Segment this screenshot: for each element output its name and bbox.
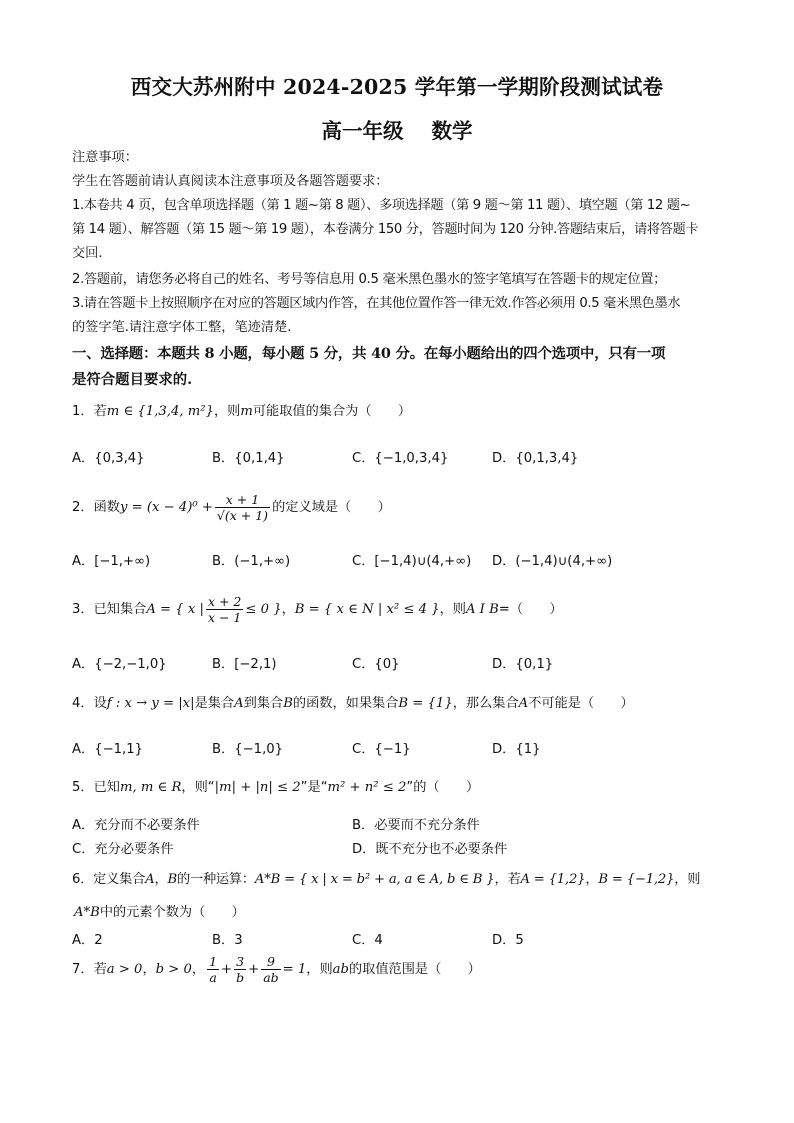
q3-math: ≤ 0 } <box>245 602 282 617</box>
q4-text: ，那么集合 <box>452 696 519 711</box>
q4-text: 到集合 <box>243 696 284 711</box>
q4-math: f : x → y = |x| <box>106 696 195 711</box>
q3-option-c: C．{0} <box>352 657 400 672</box>
q4-option-a: A．{−1,1} <box>72 742 144 757</box>
q6-text: ， <box>585 872 599 887</box>
q3-math: A = { x | <box>146 602 204 617</box>
q3-option-a: A．{−2,−1,0} <box>72 657 167 672</box>
q6-option-c: C．4 <box>352 933 383 948</box>
q7-frac-num: 9 <box>261 954 280 970</box>
q4-math: B <box>283 696 293 711</box>
q2-text: 2．函数 <box>72 500 120 515</box>
q5-math: m² + n² ≤ 2 <box>327 780 407 795</box>
q5-text: ”是“ <box>300 780 328 795</box>
notice-item3-line1: 3.请在答题卡上按照顺序在对应的答题区域内作答，在其他位置作答一律无效.作答必须用 0.5 毫米黑色墨水 <box>72 296 681 311</box>
q2-option-b: B．(−1,+∞) <box>212 554 291 569</box>
q2-text: 的定义域是（ ） <box>272 500 391 515</box>
q2-fraction <box>215 492 270 523</box>
q2-option-a: A．[−1,+∞) <box>72 554 151 569</box>
q6-text: 6．定义集合 <box>72 872 146 887</box>
q6-math: A*B <box>74 905 100 920</box>
q6-math: B = {−1,2} <box>598 872 675 887</box>
grade-label: 高一年级 <box>321 119 404 143</box>
q1-math-var: m <box>240 404 253 419</box>
notice-item2: 2.答题前，请您务必将自己的姓名、考号等信息用 0.5 毫米黑色墨水的签字笔填写在答题卡的规定位置； <box>72 272 666 287</box>
section1-heading-line2: 是符合题目要求的. <box>72 371 193 388</box>
q4-option-c: C．{−1} <box>352 742 411 757</box>
question-2-stem <box>72 490 391 526</box>
q2-option-c: C．[−1,4)∪(4,+∞) <box>352 554 472 569</box>
q3-frac-den: x − 1 <box>207 609 242 625</box>
q3-text: ，则 <box>439 602 466 617</box>
notice-item1-line2: 第 14 题）、解答题（第 15 题～第 19 题），本卷满分 150 分，答题时间为 120 分钟.答题结束后，请将答题卡 <box>72 222 699 237</box>
q1-option-d: D．{0,1,3,4} <box>492 451 579 466</box>
q5-option-d: D．既不充分也不必要条件 <box>352 842 508 857</box>
q2-frac-den: √(x + 1) <box>216 507 269 523</box>
q1-text: 可能取值的集合为（ ） <box>252 404 412 419</box>
q7-frac-den: b <box>236 969 245 985</box>
notice-item1-line1: 1.本卷共 4 页，包含单项选择题（第 1 题~第 8 题）、多项选择题（第 9 题～第 11 题）、填空题（第 12 题~ <box>72 198 691 213</box>
notice-item1-line3: 交回. <box>72 246 103 261</box>
q5-option-c: C．充分必要条件 <box>72 842 174 857</box>
q5-text: ”的（ ） <box>406 780 480 795</box>
notice-heading: 注意事项： <box>72 150 138 165</box>
q3-option-d: D．{0,1} <box>492 657 554 672</box>
q3-text: 3．已知集合 <box>72 602 147 617</box>
q5-option-b: B．必要而不充分条件 <box>352 818 480 833</box>
exam-title: 西交大苏州附中 2024-2025 学年第一学期阶段测试试卷 <box>130 75 664 99</box>
q2-frac-num: x + 1 <box>215 492 270 508</box>
q6-text: 的一种运算： <box>176 872 255 887</box>
q4-text: 不可能是（ ） <box>528 696 634 711</box>
q1-option-c: C．{−1,0,3,4} <box>352 451 449 466</box>
q6-option-b: B．3 <box>212 933 243 948</box>
q7-frac-den: ab <box>263 969 279 985</box>
q5-option-a: A．充分而不必要条件 <box>72 818 200 833</box>
q7-text: 的取值范围是（ ） <box>348 962 481 977</box>
q6-text: ，则 <box>674 872 701 887</box>
question-5-stem <box>72 778 479 798</box>
subject-label: 数学 <box>431 119 473 143</box>
q1-option-a: A．{0,3,4} <box>72 451 145 466</box>
q2-math: y = (x − 4)⁰ + <box>119 500 213 515</box>
q5-math: |m| + |n| ≤ 2 <box>214 780 301 795</box>
q4-text: 4．设 <box>72 696 107 711</box>
q7-text: 7．若 <box>72 962 107 977</box>
q7-text: ， <box>142 962 156 977</box>
q7-frac-num: 3 <box>234 954 246 970</box>
q2-option-d: D．(−1,4)∪(4,+∞) <box>492 554 613 569</box>
question-1-stem <box>72 402 411 422</box>
q1-math-set: m ∈ {1,3,4, m²} <box>106 404 214 419</box>
q6-text: ， <box>154 872 168 887</box>
q1-option-b: B．{0,1,4} <box>212 451 285 466</box>
q4-text: 的函数，如果集合 <box>292 696 399 711</box>
q6-math: A = {1,2} <box>520 872 586 887</box>
q7-math: a > 0 <box>106 962 143 977</box>
q3-text: =（ ） <box>498 602 563 617</box>
q4-option-d: D．{1} <box>492 742 541 757</box>
q5-text: 5．已知 <box>72 780 120 795</box>
q3-frac-num: x + 2 <box>207 593 242 609</box>
question-4-stem <box>72 694 634 714</box>
question-3-stem <box>72 592 563 628</box>
q7-fraction-1 <box>207 954 219 985</box>
q4-math: A <box>234 696 244 711</box>
q5-math: m, m ∈ R <box>119 780 182 795</box>
q3-math: A I B <box>465 602 499 617</box>
q7-text: ， <box>191 962 206 977</box>
q3-fraction <box>206 594 243 625</box>
question-6-stem-line2 <box>74 903 245 923</box>
q6-option-d: D．5 <box>492 933 524 948</box>
q7-fraction-3 <box>261 954 280 985</box>
q7-math: = 1 <box>282 962 307 977</box>
question-6-stem <box>72 870 700 890</box>
notice-intro: 学生在答题前请认真阅读本注意事项及各题答题要求： <box>72 174 389 189</box>
q6-option-a: A．2 <box>72 933 103 948</box>
question-7-stem: 7．若a > 0，b > 0， $\frac{1}{a}$ + $\frac{3}{b}$ + $\frac{9}{ab}$ = 1，则ab的取值范围是（ ） <box>72 953 481 985</box>
q1-text: 1．若 <box>72 404 107 419</box>
q3-text: ， <box>281 602 295 617</box>
q1-text: ，则 <box>213 404 241 419</box>
q3-option-b: B．[−2,1) <box>212 657 277 672</box>
q7-fraction-2 <box>234 954 246 985</box>
q7-frac-den: a <box>209 969 217 985</box>
q7-text: ，则 <box>306 962 333 977</box>
q7-math: ab <box>332 962 349 977</box>
section1-heading-line1: 一、选择题：本题共 8 小题，每小题 5 分，共 40 分。在每小题给出的四个选项中，只有一项 <box>72 345 666 362</box>
q6-math: A <box>145 872 155 887</box>
exam-subtitle <box>0 114 794 144</box>
q7-frac-num: 1 <box>209 953 218 969</box>
q7-math: b > 0 <box>155 962 192 977</box>
q4-text: 是集合 <box>194 696 235 711</box>
q6-text: 中的元素个数为（ ） <box>99 905 245 920</box>
q3-math: B = { x ∈ N | x² ≤ 4 } <box>294 602 440 617</box>
q6-math: B <box>167 872 177 887</box>
q5-text: ，则“ <box>181 780 215 795</box>
q6-text: ，若 <box>494 872 521 887</box>
q4-option-b: B．{−1,0} <box>212 742 284 757</box>
q4-math: B = {1} <box>398 696 453 711</box>
q6-math: A*B = { x | x = b² + a, a ∈ A, b ∈ B } <box>254 872 495 887</box>
q4-math: A <box>518 696 529 711</box>
notice-item3-line2: 的签字笔.请注意字体工整，笔迹清楚. <box>72 320 292 335</box>
